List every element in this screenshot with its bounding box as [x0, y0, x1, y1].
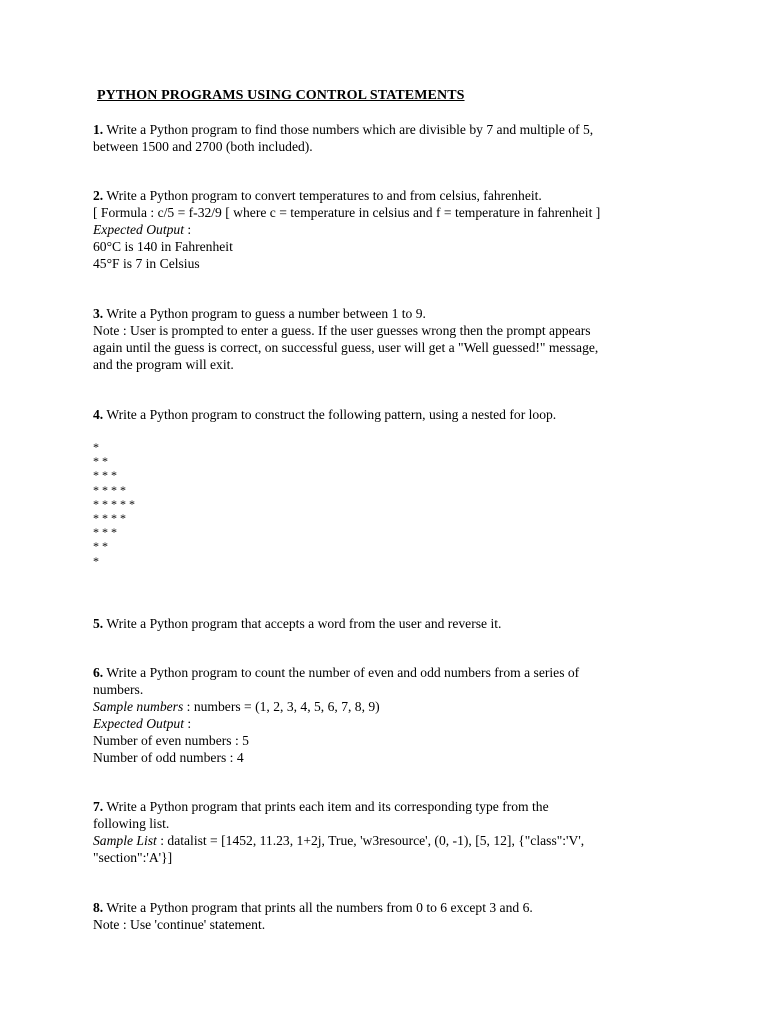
sample-line: [93, 699, 683, 716]
question-line: Write a Python program that accepts a word from the user and reverse it.: [106, 616, 502, 631]
sample-label: Sample numbers: [93, 698, 184, 714]
question-line: numbers.: [93, 681, 144, 697]
formula-line: [ Formula : c/5 = f-32/9 [ where c = temperature in celsius and f = temperature in fahrenheit ]: [93, 204, 601, 220]
question-number: 7.: [93, 799, 104, 814]
question-number: 5.: [93, 616, 104, 631]
question-line: following list.: [93, 815, 170, 831]
question-line: Write a Python program to construct the following pattern, using a nested for loop.: [106, 407, 557, 422]
note-line: again until the guess is correct, on successful guess, user will get a "Well guessed!" message,: [93, 339, 599, 355]
question-8-text: [93, 900, 683, 917]
question-2: [93, 188, 683, 273]
question-7: [93, 799, 683, 867]
question-line: Write a Python program to count the number of even and odd numbers from a series of: [106, 665, 580, 680]
pattern-row: * * *: [93, 525, 117, 540]
pattern-row: * *: [93, 539, 108, 554]
question-number: 2.: [93, 188, 104, 203]
question-number: 1.: [93, 122, 104, 137]
document-title: PYTHON PROGRAMS USING CONTROL STATEMENTS: [97, 88, 465, 103]
question-4: [93, 407, 683, 568]
question-8: [93, 900, 683, 934]
question-3-text: [93, 306, 683, 323]
expected-output-label: Expected Output: [93, 715, 184, 731]
output-line: Number of even numbers : 5: [93, 732, 249, 748]
pattern-row: *: [93, 553, 99, 568]
output-line: 45°F is 7 in Celsius: [93, 255, 200, 271]
question-number: 4.: [93, 407, 104, 422]
question-1: [93, 122, 683, 156]
question-5: [93, 616, 683, 633]
expected-output-label-line: [93, 716, 683, 733]
output-line: 60°C is 140 in Fahrenheit: [93, 238, 233, 254]
question-4-text: [93, 407, 683, 424]
question-line: Write a Python program that prints each item and its corresponding type from the: [106, 799, 549, 814]
pattern-row: * * *: [93, 468, 117, 483]
expected-output-label-line: [93, 222, 683, 239]
sample-value: : numbers = (1, 2, 3, 4, 5, 6, 7, 8, 9): [183, 698, 380, 714]
star-pattern: [93, 440, 683, 568]
note-line: Note : User is prompted to enter a guess. If the user guesses wrong then the prompt appears: [93, 322, 591, 338]
question-number: 3.: [93, 306, 104, 321]
question-5-text: [93, 616, 683, 633]
question-7-text: [93, 799, 683, 816]
question-line: Write a Python program to guess a number between 1 to 9.: [106, 306, 426, 321]
sample-label: Sample List: [93, 832, 157, 848]
sample-line: [93, 833, 683, 850]
pattern-row: * * * *: [93, 510, 126, 525]
question-number: 8.: [93, 900, 104, 915]
question-2-text: [93, 188, 683, 205]
question-line: Write a Python program to find those numbers which are divisible by 7 and multiple of 5,: [106, 122, 594, 137]
label-separator: :: [183, 221, 192, 237]
output-line: Number of odd numbers : 4: [93, 749, 244, 765]
sample-value: : datalist = [1452, 11.23, 1+2j, True, 'w3resource', (0, -1), [5, 12], {"class":'V',: [156, 832, 585, 848]
note-line: Note : Use 'continue' statement.: [93, 916, 266, 932]
sample-continuation: "section":'A'}]: [93, 849, 173, 865]
note-line: and the program will exit.: [93, 356, 234, 372]
pattern-row: * * * *: [93, 482, 126, 497]
question-6: [93, 665, 683, 766]
question-6-text: [93, 665, 683, 682]
question-1-text: [93, 122, 683, 139]
pattern-row: * * * * *: [93, 496, 135, 511]
expected-output-label: Expected Output: [93, 221, 184, 237]
pattern-row: *: [93, 439, 99, 454]
question-line: between 1500 and 2700 (both included).: [93, 138, 313, 154]
question-3: [93, 306, 683, 374]
pattern-row: * *: [93, 454, 108, 469]
question-number: 6.: [93, 665, 104, 680]
question-line: Write a Python program to convert temperatures to and from celsius, fahrenheit.: [106, 188, 542, 203]
question-line: Write a Python program that prints all the numbers from 0 to 6 except 3 and 6.: [106, 900, 533, 915]
label-separator: :: [183, 715, 192, 731]
